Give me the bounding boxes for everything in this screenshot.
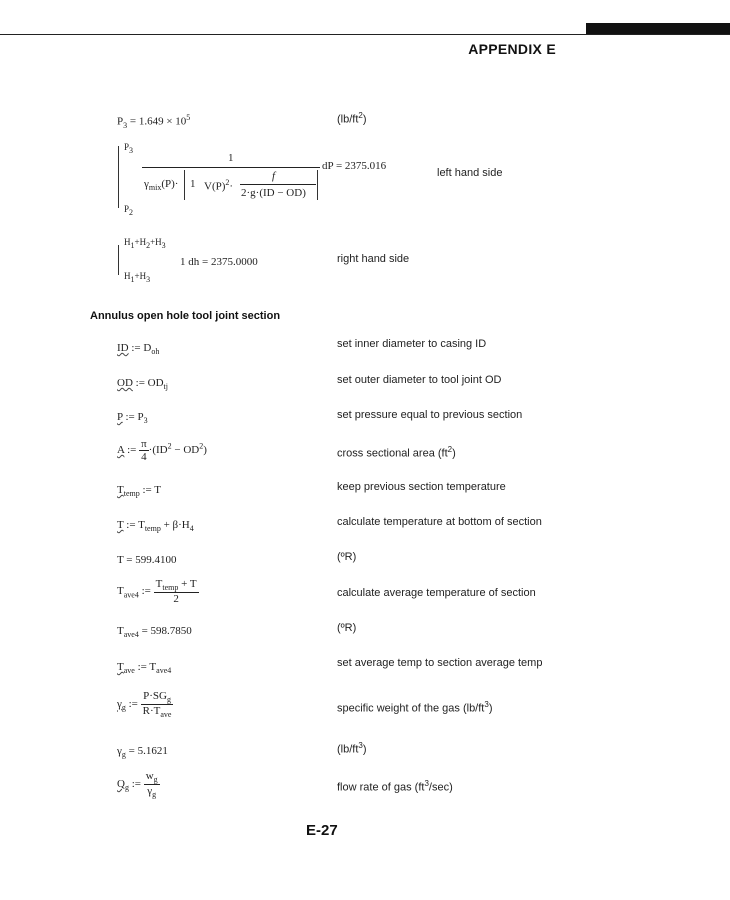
h-upper-rest2: +H <box>150 237 162 247</box>
desc-row-3: set pressure equal to previous section <box>337 409 523 421</box>
eq-od-lhs: OD <box>117 377 133 389</box>
velocity-exponent: 2 <box>225 178 230 187</box>
eq-gamma-fraction <box>141 690 174 719</box>
integral-right-lower <box>124 271 150 284</box>
eq-od-rhs: OD <box>147 377 164 389</box>
velocity-term: V(P) <box>204 180 226 193</box>
integral-left-upper <box>124 142 133 155</box>
eq-q-lhs <box>117 778 129 793</box>
h-lower-rest-sub: 3 <box>146 274 151 284</box>
h-lower: H <box>124 271 131 281</box>
integral-left-upper-symbol: P <box>124 142 130 152</box>
desc-row-4-text: cross sectional area (ft <box>337 447 448 460</box>
eq-gamma-den-sub: ave <box>160 710 172 720</box>
desc-row-6: calculate temperature at bottom of section <box>337 516 542 528</box>
appendix-title: APPENDIX E <box>468 41 556 57</box>
desc-row-12-text: (lb/ft <box>337 743 359 756</box>
eq-t-value: T = 599.4100 <box>117 554 177 566</box>
eq-tave-lhs <box>117 661 135 676</box>
desc-row-11-text: specific weight of the gas (lb/ft <box>337 702 485 715</box>
p3-exponent: 5 <box>186 113 191 122</box>
p3-unit-text: (lb/ft <box>337 113 359 126</box>
integral-left-upper-sub: 3 <box>129 145 134 155</box>
eq-gamma-num <box>141 690 174 705</box>
eq-tave4-val-t: T <box>117 625 124 637</box>
desc-row-4 <box>337 445 456 460</box>
eq-id-rhs: D <box>143 342 152 354</box>
integral-left-lower-symbol: P <box>124 204 130 214</box>
eq-area-id: ID <box>156 444 168 457</box>
eq-area-den: 4 <box>141 451 147 463</box>
desc-row-10: set average temp to section average temp <box>337 657 543 669</box>
eq-tave4-num <box>154 578 199 593</box>
eq-ttemp-lhs-sub: temp <box>123 489 140 499</box>
integral-left-lower-sub: 2 <box>129 207 134 217</box>
eq-gamma-den-text: R·T <box>142 705 161 718</box>
eq-tave: $T_{ave}$ := $T_{ave4}$ <box>117 661 172 676</box>
eq-q-num <box>144 770 160 785</box>
h-upper-rest2-sub: 3 <box>161 240 166 250</box>
integral-left-numerator: 1 <box>228 152 234 164</box>
eq-ttemp: $T_{temp}$ := T <box>117 484 162 499</box>
p3-equation <box>117 113 190 130</box>
eq-tave-rhs: T <box>149 661 157 673</box>
right-hand-side-label: right hand side <box>337 253 410 265</box>
h-lower-sub: 1 <box>130 274 135 284</box>
gamma-mix-arg: (P)· <box>161 178 179 190</box>
eq-tave4-num-sub: temp <box>162 583 179 593</box>
integral-left-one: 1 <box>190 178 196 190</box>
eq-p-rhs-sub: 3 <box>143 416 148 426</box>
desc-row-12-exp: 3 <box>358 741 363 750</box>
p3-unit <box>337 111 367 126</box>
eq-t-rest: + β·H <box>160 519 190 531</box>
desc-row-13-close: /sec) <box>428 781 453 794</box>
integral-right-upper <box>124 237 166 250</box>
eq-tave4: $T_{ave4}$ := $\frac{T_{temp} + T}{2}$ <box>117 578 197 606</box>
integral-left-fraction-bar <box>142 167 320 168</box>
eq-gamma-val-sub: g <box>121 750 126 760</box>
eq-q: $Q_g$ := $\frac{w_g}{\gamma_g}$ <box>117 770 158 800</box>
integral-left-bracket-close <box>316 170 318 200</box>
gamma-mix-sub: mix <box>148 183 162 193</box>
eq-p-lhs: P <box>117 411 123 423</box>
eq-tave4-fraction <box>154 578 199 605</box>
header-rule <box>0 34 730 35</box>
desc-row-9: (ºR) <box>337 622 357 634</box>
eq-tave4-val-sub: ave4 <box>123 630 139 640</box>
velocity-dot: · <box>229 180 234 193</box>
desc-row-8: calculate average temperature of section <box>337 587 536 599</box>
eq-od-rhs-sub: tj <box>163 382 168 392</box>
desc-row-1: set inner diameter to casing ID <box>337 338 487 350</box>
desc-row-11 <box>337 700 492 715</box>
desc-row-4-exp: 2 <box>447 445 453 454</box>
eq-tave-rhs-sub: ave4 <box>156 666 172 676</box>
friction-denominator: 2·g·(ID − OD) <box>241 187 306 199</box>
p3-value: = 1.649 × 10 <box>127 115 187 128</box>
eq-area-fraction <box>139 438 149 463</box>
page-number: E-27 <box>306 822 338 839</box>
eq-area: A := $\frac{\pi}{4}$ $\cdot(ID^2 - OD^2)$ <box>117 438 207 463</box>
eq-tave4-value <box>117 625 192 639</box>
integral-left-denominator <box>144 178 178 192</box>
gamma-mix-symbol: γ <box>144 178 149 190</box>
desc-row-11-close: ) <box>488 702 493 715</box>
eq-q-den <box>144 785 160 799</box>
eq-q-lhs-sub: g <box>124 783 129 793</box>
section-heading: Annulus open hole tool joint section <box>90 310 281 322</box>
eq-p: P := $P_3$ <box>117 411 148 426</box>
desc-row-7: (ºR) <box>337 551 357 563</box>
eq-tave-lhs-sub: ave <box>123 666 135 676</box>
desc-row-13 <box>337 779 453 794</box>
eq-tave4-sub: ave4 <box>123 590 139 600</box>
eq-q-den-text: γ <box>147 785 153 798</box>
eq-t-rhs-sub: temp <box>144 524 161 534</box>
eq-ttemp-lhs-symbol: T <box>117 484 124 496</box>
eq-id-lhs: ID <box>117 342 129 354</box>
eq-gamma-num-text: P·SG <box>143 690 167 702</box>
desc-row-13-exp: 3 <box>424 779 429 788</box>
eq-t-rest-sub: 4 <box>189 524 194 534</box>
eq-tave4-num-t: T <box>155 578 163 590</box>
eq-tave-lhs-t: T <box>117 661 124 673</box>
h-upper: H <box>124 237 131 247</box>
eq-ttemp-rhs: T <box>154 484 162 496</box>
p3-unit-close: ) <box>362 113 367 126</box>
h-upper-rest-sub: 2 <box>146 240 151 250</box>
integral-left-velocity <box>204 178 233 193</box>
integral-left-result: dP = 2375.016 <box>322 160 387 172</box>
h-upper-sub: 1 <box>130 240 135 250</box>
eq-t: T := $T_{temp} + \beta\cdot H_4$ <box>117 519 194 534</box>
p3-subscript: 3 <box>123 120 128 130</box>
eq-area-lhs: A <box>117 444 125 457</box>
eq-id: ID := $D_{oh}$ <box>117 342 160 357</box>
integral-right-integrand: 1 dh = 2375.0000 <box>180 256 258 268</box>
desc-row-11-exp: 3 <box>484 700 489 709</box>
integral-left-lower <box>124 204 133 217</box>
friction-fraction-bar <box>240 184 316 185</box>
eq-od: OD := $OD_{tj}$ <box>117 377 168 392</box>
eq-gamma-val-symbol: γ <box>117 745 122 757</box>
eq-gamma-val-rest: = 5.1621 <box>125 745 168 757</box>
eq-tave4-den: 2 <box>173 593 179 606</box>
eq-gamma-lhs <box>117 698 126 713</box>
desc-row-5: keep previous section temperature <box>337 481 506 493</box>
eq-q-fraction <box>144 770 160 799</box>
desc-row-12 <box>337 741 367 756</box>
eq-q-num-text: w <box>145 770 154 782</box>
eq-tave4-val-rest: = 598.7850 <box>138 625 192 637</box>
eq-gamma-num-sub: g <box>166 695 171 705</box>
eq-area-exp2: 2 <box>199 441 204 451</box>
p3-unit-exponent: 2 <box>358 111 363 120</box>
eq-tave4-num-rest: + T <box>178 578 197 590</box>
integral-sign-right <box>118 245 123 275</box>
eq-gamma-lhs-symbol: γ <box>117 698 122 711</box>
desc-row-2: set outer diameter to tool joint OD <box>337 374 502 386</box>
eq-area-exp1: 2 <box>167 441 172 451</box>
eq-q-den-sub: g <box>152 790 157 800</box>
eq-gamma-value <box>117 745 168 759</box>
eq-gamma-den <box>141 705 174 719</box>
friction-f: f <box>272 170 276 182</box>
eq-t-rhs: T <box>138 519 145 531</box>
eq-area-od: − OD <box>171 444 200 457</box>
integral-sign-left <box>118 146 123 208</box>
eq-gamma: $\gamma_g$ := $\frac{P\cdot SG_g}{R\cdot T_{ave}}$ <box>117 690 172 720</box>
eq-gamma-lhs-sub: g <box>121 703 126 713</box>
p3-symbol: P <box>117 115 124 128</box>
eq-q-lhs-symbol: Q <box>117 778 125 791</box>
eq-q-num-sub: g <box>153 775 158 785</box>
desc-row-12-close: ) <box>362 743 367 756</box>
eq-t-lhs: T <box>117 519 124 531</box>
eq-id-rhs-sub: oh <box>151 347 160 357</box>
h-upper-rest: +H <box>134 237 147 247</box>
left-hand-side-label: left hand side <box>437 167 503 179</box>
eq-tave4-lhs: T <box>117 585 124 598</box>
desc-row-4-close: ) <box>452 447 456 460</box>
desc-row-13-text: flow rate of gas (ft <box>337 781 425 794</box>
h-lower-rest: +H <box>134 271 147 281</box>
eq-p-rhs: P <box>137 411 144 423</box>
eq-area-num: π <box>141 438 147 450</box>
